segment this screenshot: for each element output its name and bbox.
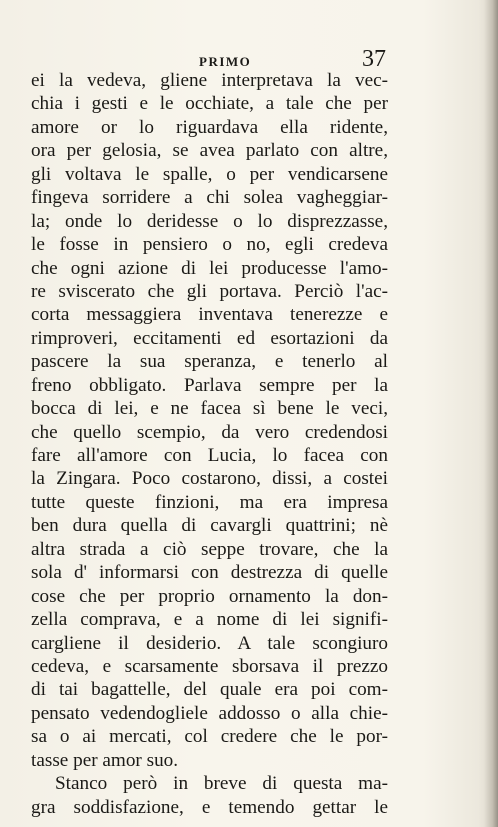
text-line: rimproveri, eccitamenti ed esortazioni da (31, 327, 388, 349)
text-line: ben dura quella di cavargli quattrini; nè (31, 515, 388, 537)
text-line: che quello scempio, da vero credendosi (31, 421, 388, 443)
text-line: di tai bagattelle, del quale era poi com- (31, 679, 388, 701)
text-line: cargliene il desiderio. A tale scongiuro (31, 632, 388, 654)
text-line: bocca di lei, e ne facea sì bene le veci, (31, 398, 388, 420)
text-line: amore or lo riguardava ella ridente, (31, 116, 388, 138)
text-line: ei la vedeva, gliene interpretava la vec- (31, 70, 388, 91)
text-line: sola d' informarsi con destrezza di quelle (31, 562, 388, 584)
text-line: la Zingara. Poco costarono, dissi, a costei (31, 468, 388, 490)
text-line: pascere la sua speranza, e tenerlo al (31, 351, 388, 373)
text-line: corta messaggiera inventava tenerezze e (31, 304, 388, 326)
text-line: chia i gesti e le occhiate, a tale che per (31, 93, 388, 115)
body-text (31, 69, 388, 819)
text-line: cose che per proprio ornamento la don- (31, 585, 388, 607)
text-line: freno obbligato. Parlava sempre per la (31, 374, 388, 396)
text-line: fare all'amore con Lucia, lo facea con (31, 445, 388, 466)
text-line: pensato vedendogliele addosso o alla chie- (31, 702, 388, 724)
text-line: che ogni azione di lei producesse l'amo- (31, 257, 388, 279)
page-number: 37 (362, 46, 386, 72)
text-line: re sviscerato che gli portava. Perciò l'ac- (31, 280, 388, 302)
text-line: cedeva, e scarsamente sborsava il prezzo (31, 655, 388, 677)
text-line: tutte queste finzioni, ma era impresa (31, 491, 388, 513)
text-line: ora per gelosia, se avea parlato con altre, (31, 140, 388, 162)
running-head: PRIMO (199, 54, 252, 69)
text-line: zella comprava, e a nome di lei signifi- (31, 609, 388, 631)
text-line: le fosse in pensiero o no, egli credeva (31, 234, 388, 256)
page-binding-shadow (484, 0, 498, 827)
text-line: gli voltava le spalle, o per vendicarsene (31, 163, 388, 185)
text-line: la; onde lo deridesse o lo disprezzasse, (31, 210, 388, 232)
paragraph-first-line: Stanco però in breve di questa ma- (55, 773, 388, 795)
text-line: fingeva sorridere a chi solea vagheggiar- (31, 187, 388, 209)
text-line: altra strada a ciò seppe trovare, che la (31, 538, 388, 560)
text-line: gra soddisfazione, e temendo gettar le (31, 796, 388, 818)
text-line: sa o ai mercati, col credere che le por- (31, 726, 388, 748)
text-line: tasse per amor suo. (31, 749, 179, 771)
